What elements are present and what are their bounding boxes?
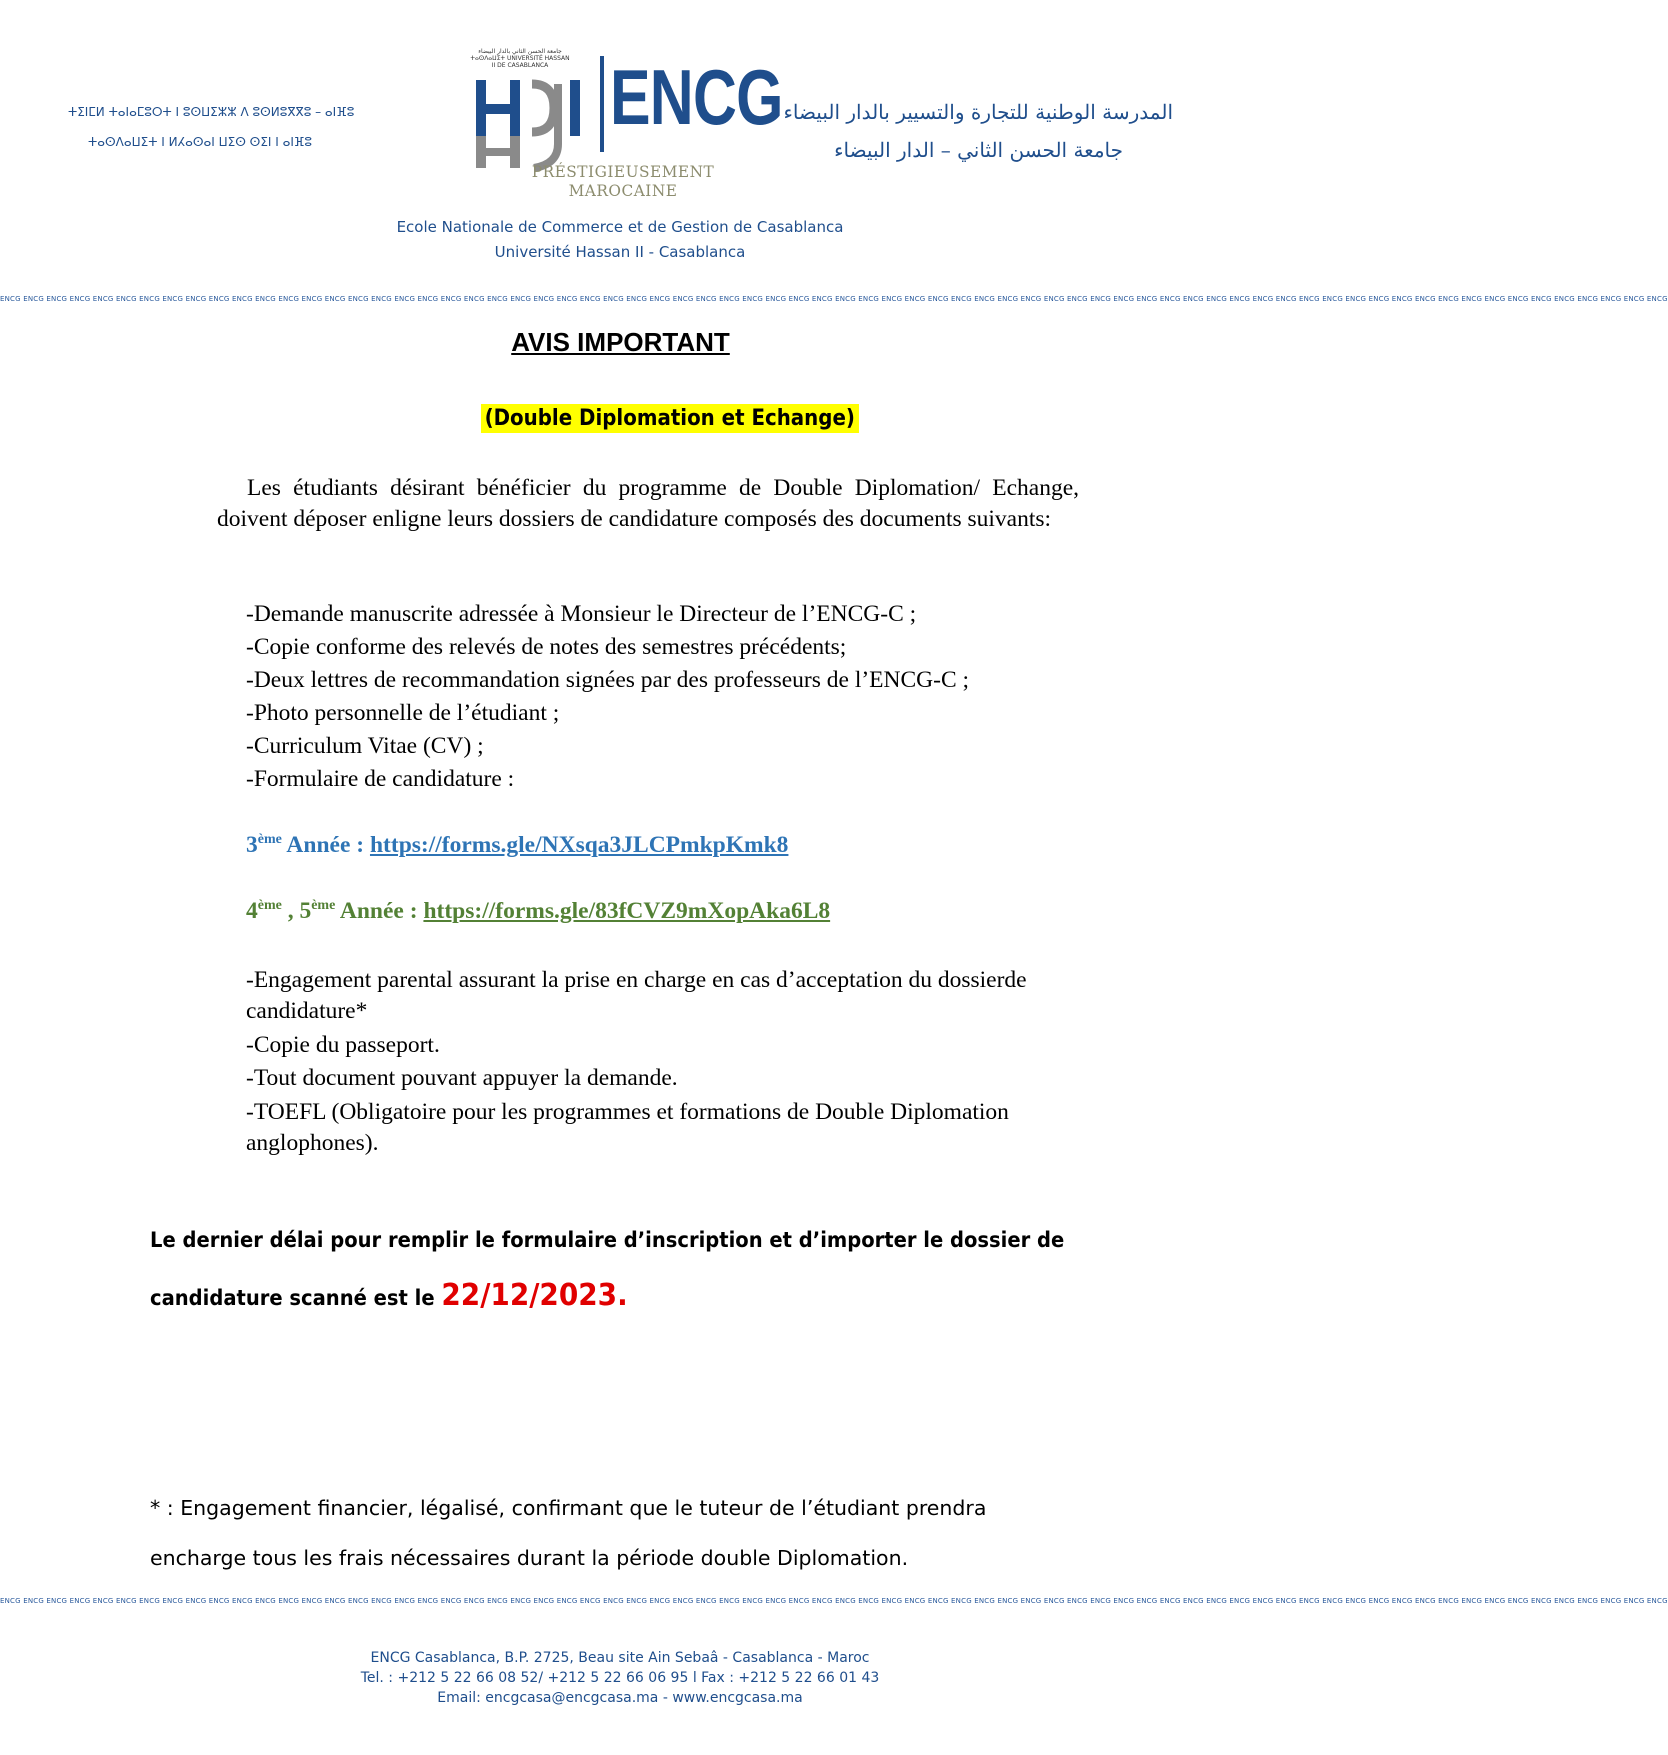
- notice-title-text: AVIS IMPORTANT: [511, 327, 730, 357]
- requirement-item: -TOEFL (Obligatoire pour les programmes et formations de Double Diplomation anglophones).: [246, 1099, 1009, 1156]
- requirement-item: -Photo personnelle de l’étudiant ;: [246, 700, 560, 726]
- form-4th-5th-year: [246, 898, 830, 925]
- footnote-line-2: encharge tous les frais nécessaires durant la période double Diplomation.: [150, 1546, 909, 1570]
- form-45-sup-b: ème: [311, 898, 336, 914]
- deadline-date: 22/12/2023.: [441, 1278, 628, 1313]
- notice-title: [0, 327, 1241, 358]
- deadline-line-2: [150, 1278, 628, 1313]
- footnote-line-1: * : Engagement financier, légalisé, confirmant que le tuteur de l’étudiant prendra: [150, 1496, 987, 1520]
- requirement-item: -Formulaire de candidature :: [246, 766, 515, 792]
- form-3-year-num: 3: [246, 832, 258, 858]
- form-45-year-num-a: 4: [246, 898, 258, 924]
- encg-pattern-strip-bottom: ENCG ENCG ENCG ENCG ENCG ENCG ENCG ENCG ENCG ENCG ENCG ENCG ENCG ENCG ENCG ENCG ENCG ENCG ENCG ENCG ENCG ENCG ENCG ENCG ENCG ENCG ENCG ENCG ENCG ENCG ENCG ENCG ENCG ENCG ENCG ENCG ENCG ENCG ENCG ENCG ENCG ENCG ENCG ENCG ENCG ENCG ENCG ENCG ENCG ENCG ENCG ENCG ENCG ENCG ENCG ENCG ENCG ENCG ENCG ENCG ENCG ENCG ENCG ENCG ENCG ENCG ENCG ENCG ENCG ENCG ENCG ENCG: [0, 1597, 1668, 1605]
- school-name: Ecole Nationale de Commerce et de Gestion de Casablanca: [396, 218, 844, 236]
- logo-divider: [600, 56, 604, 152]
- requirement-item: -Copie conforme des relevés de notes des semestres précédents;: [246, 634, 847, 660]
- form-45-sup-a: ème: [257, 898, 282, 914]
- encg-logo: [470, 48, 783, 200]
- footer-contact: Email: encgcasa@encgcasa.ma - www.encgcasa.ma: [437, 1690, 803, 1706]
- form-3rd-year: [246, 832, 788, 859]
- encg-pattern-strip-top: ENCG ENCG ENCG ENCG ENCG ENCG ENCG ENCG ENCG ENCG ENCG ENCG ENCG ENCG ENCG ENCG ENCG ENCG ENCG ENCG ENCG ENCG ENCG ENCG ENCG ENCG ENCG ENCG ENCG ENCG ENCG ENCG ENCG ENCG ENCG ENCG ENCG ENCG ENCG ENCG ENCG ENCG ENCG ENCG ENCG ENCG ENCG ENCG ENCG ENCG ENCG ENCG ENCG ENCG ENCG ENCG ENCG ENCG ENCG ENCG ENCG ENCG ENCG ENCG ENCG ENCG ENCG ENCG ENCG ENCG ENCG ENCG: [0, 295, 1668, 303]
- footer-address: ENCG Casablanca, B.P. 2725, Beau site Ain Sebaâ - Casablanca - Maroc: [370, 1650, 870, 1666]
- form-45-link[interactable]: https://forms.gle/83fCVZ9mXopAka6L8: [423, 898, 831, 924]
- requirement-item: -Copie du passeport.: [246, 1032, 440, 1058]
- form-3-sup: ème: [257, 832, 282, 848]
- notice-subtitle: (Double Diplomation et Echange): [481, 404, 859, 433]
- arabic-line-1: المدرسة الوطنية للتجارة والتسيير بالدار البيضاء: [783, 100, 1173, 124]
- requirement-item: -Tout document pouvant appuyer la demande.: [246, 1065, 678, 1091]
- logo-university-text: جامعة الحسن الثاني بالدار البيضاء ⵜⴰⵙⴷⴰⵡⵉⵜ UNIVERSITÉ HASSAN II DE CASABLANCA: [470, 48, 570, 69]
- requirement-item: -Engagement parental assurant la prise en charge en cas d’acceptation du dossierde candidature*: [246, 967, 1027, 1024]
- logo-wordmark: ENCG: [610, 53, 783, 141]
- arabic-line-2: جامعة الحسن الثاني – الدار البيضاء: [834, 138, 1123, 162]
- logo-emblem-icon: [470, 74, 590, 174]
- form-45-year-num-b: 5: [299, 898, 312, 924]
- form-3-label: Année :: [281, 832, 370, 858]
- form-45-label: Année :: [335, 898, 424, 924]
- deadline-text: candidature scanné est le: [150, 1286, 442, 1310]
- footer-phone: Tel. : +212 5 22 66 08 52/ +212 5 22 66 06 95 l Fax : +212 5 22 66 01 43: [360, 1670, 880, 1686]
- requirement-item: -Curriculum Vitae (CV) ;: [246, 733, 484, 759]
- tifinagh-line-1: ⵜⵉⵏⵎⵍ ⵜⴰⵏⴰⵎⵓⵔⵜ ⵏ ⵓⵙⵡⵉⵣⵣ ⴷ ⵓⵙⵍⵓⴳⴳⵓ – ⴰⵏⴼⵓ: [68, 105, 355, 119]
- notice-intro: Les étudiants désirant bénéficier du programme de Double Diplomation/ Echange, doivent déposer enligne leurs dossiers de candidature composés des documents suivants:: [217, 475, 1079, 532]
- deadline-line-1: Le dernier délai pour remplir le formulaire d’inscription et d’importer le dossier de: [150, 1228, 1065, 1252]
- requirement-item: -Demande manuscrite adressée à Monsieur le Directeur de l’ENCG-C ;: [246, 601, 917, 627]
- notice-subtitle-wrap: [0, 404, 1340, 433]
- tifinagh-line-2: ⵜⴰⵙⴷⴰⵡⵉⵜ ⵏ ⵍⵃⴰⵙⴰⵏ ⵡⵉⵙ ⵙⵉⵏ ⵏ ⴰⵏⴼⵓ: [88, 135, 312, 149]
- form-3-link[interactable]: https://forms.gle/NXsqa3JLCPmkpKmk8: [369, 832, 789, 858]
- form-45-sep: ,: [281, 898, 300, 924]
- requirement-item: -Deux lettres de recommandation signées par des professeurs de l’ENCG-C ;: [246, 667, 970, 693]
- logo-tagline: PRÉSTIGIEUSEMENT MAROCAINE: [531, 162, 715, 200]
- university-name: Université Hassan II - Casablanca: [494, 243, 746, 261]
